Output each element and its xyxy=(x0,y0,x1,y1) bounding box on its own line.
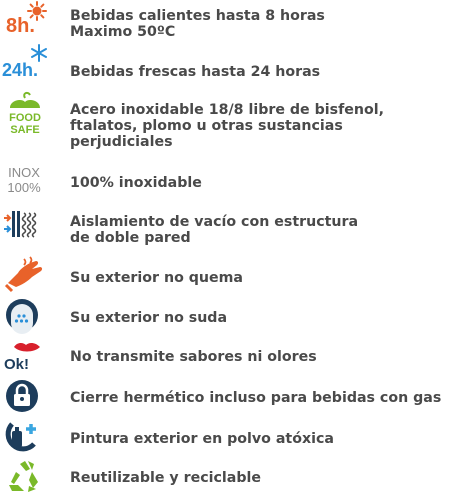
feature-text: perjudiciales xyxy=(70,134,173,150)
8h-sun-icon xyxy=(2,2,48,40)
feature-text: Acero inoxidable 18/8 libre de bisfenol, xyxy=(70,102,384,118)
no-condensation-icon xyxy=(2,296,48,334)
feature-text: Pintura exterior en polvo atóxica xyxy=(70,431,334,447)
food-safe-icon xyxy=(2,92,48,138)
feature-text: 100% inoxidable xyxy=(70,175,202,191)
feature-text: Su exterior no quema xyxy=(70,270,244,286)
feature-text: de doble pared xyxy=(70,230,191,246)
feature-text: ftalatos, plomo u otras sustancias xyxy=(70,118,343,134)
feature-text: Cierre hermético incluso para bebidas con gas xyxy=(70,390,442,406)
svg-text:24h.: 24h. xyxy=(2,60,39,80)
padlock-icon xyxy=(2,377,48,415)
svg-text:FOOD: FOOD xyxy=(9,112,41,124)
feature-text: Bebidas frescas hasta 24 horas xyxy=(70,64,321,80)
svg-text:SAFE: SAFE xyxy=(10,124,40,136)
inox-icon xyxy=(2,160,48,198)
svg-text:8h.: 8h. xyxy=(6,15,35,37)
hand-no-burn-icon xyxy=(2,255,48,293)
feature-text: Aislamiento de vacío con estructura xyxy=(70,214,359,230)
recycle-icon xyxy=(2,458,48,496)
double-wall-insulation-icon xyxy=(2,205,48,243)
svg-text:100%: 100% xyxy=(7,180,41,195)
feature-text: Su exterior no suda xyxy=(70,310,228,326)
24h-snowflake-icon xyxy=(2,44,48,82)
ok-lips-icon xyxy=(2,337,48,375)
feature-text: Maximo 50ºC xyxy=(70,24,176,40)
svg-text:Ok!: Ok! xyxy=(4,356,30,373)
feature-text: Bebidas calientes hasta 8 horas xyxy=(70,8,325,24)
svg-text:INOX: INOX xyxy=(8,165,40,180)
feature-text: No transmite sabores ni olores xyxy=(70,349,317,365)
feature-text: Reutilizable y reciclable xyxy=(70,470,261,486)
non-toxic-paint-icon xyxy=(2,418,48,456)
